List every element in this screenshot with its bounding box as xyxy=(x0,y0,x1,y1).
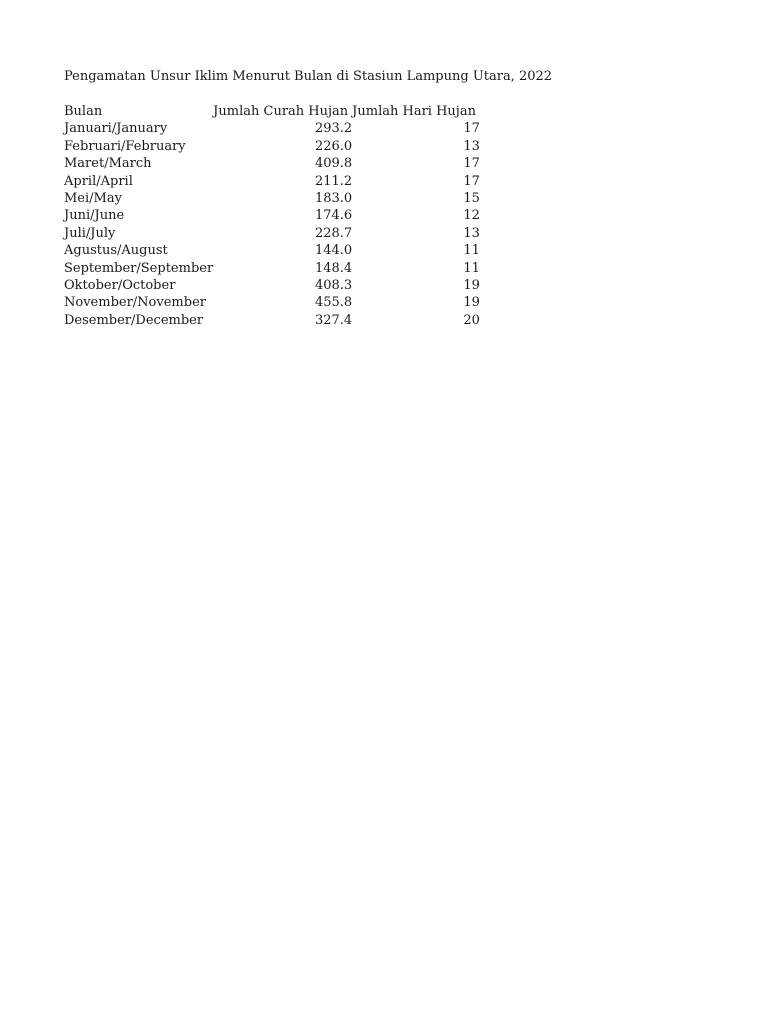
cell-rain-days: 17 xyxy=(463,121,480,137)
cell-rainfall: 408.3 xyxy=(314,278,353,294)
cell-rainfall: 228.7 xyxy=(314,225,353,241)
cell-rain-days: 12 xyxy=(463,208,480,224)
table-row xyxy=(64,242,480,259)
table-row xyxy=(64,277,480,294)
cell-rainfall: 327.4 xyxy=(314,312,353,328)
cell-month: Maret/March xyxy=(64,156,152,172)
cell-rainfall: 174.6 xyxy=(314,208,353,224)
cell-rain-days: 11 xyxy=(463,260,480,276)
document-page xyxy=(64,68,704,329)
cell-month: April/April xyxy=(64,173,133,189)
cell-rain-days: 11 xyxy=(463,243,480,259)
cell-rain-days: 13 xyxy=(463,138,480,154)
table-row xyxy=(64,173,480,190)
cell-rainfall: 183.0 xyxy=(314,191,353,207)
cell-month: September/September xyxy=(64,260,214,276)
header-month: Bulan xyxy=(64,104,103,119)
cell-month: Februari/February xyxy=(64,138,186,154)
document-title: Pengamatan Unsur Iklim Menurut Bulan di Stasiun Lampung Utara, 2022 xyxy=(64,69,553,84)
cell-rainfall: 211.2 xyxy=(314,173,353,189)
cell-month: Mei/May xyxy=(64,191,122,207)
cell-month: Januari/January xyxy=(64,121,168,137)
cell-rainfall: 293.2 xyxy=(314,121,353,137)
cell-rain-days: 19 xyxy=(463,278,480,294)
cell-month: November/November xyxy=(64,295,206,311)
cell-month: Agustus/August xyxy=(64,243,168,259)
table-row xyxy=(64,155,480,172)
table-row xyxy=(64,260,480,277)
header-rain-days: Jumlah Hari Hujan xyxy=(352,104,476,119)
cell-month: Juli/July xyxy=(64,225,116,241)
table-row xyxy=(64,190,480,207)
cell-month: Juni/June xyxy=(64,208,125,224)
cell-rainfall: 409.8 xyxy=(314,156,353,172)
table-header-row xyxy=(64,103,480,120)
climate-table xyxy=(64,103,480,329)
cell-rain-days: 20 xyxy=(463,312,480,328)
cell-rainfall: 226.0 xyxy=(314,138,353,154)
cell-rainfall: 455.8 xyxy=(314,295,353,311)
table-row xyxy=(64,207,480,224)
cell-rain-days: 15 xyxy=(463,191,480,207)
header-rainfall: Jumlah Curah Hujan xyxy=(213,104,349,119)
cell-rain-days: 17 xyxy=(463,173,480,189)
cell-rain-days: 17 xyxy=(463,156,480,172)
table-row xyxy=(64,294,480,311)
table-row xyxy=(64,225,480,242)
table-row xyxy=(64,120,480,137)
cell-rainfall: 148.4 xyxy=(314,260,353,276)
cell-month: Oktober/October xyxy=(64,278,176,294)
cell-rain-days: 13 xyxy=(463,225,480,241)
table-row xyxy=(64,312,480,329)
cell-rainfall: 144.0 xyxy=(314,243,353,259)
table-row xyxy=(64,138,480,155)
cell-month: Desember/December xyxy=(64,312,204,328)
cell-rain-days: 19 xyxy=(463,295,480,311)
